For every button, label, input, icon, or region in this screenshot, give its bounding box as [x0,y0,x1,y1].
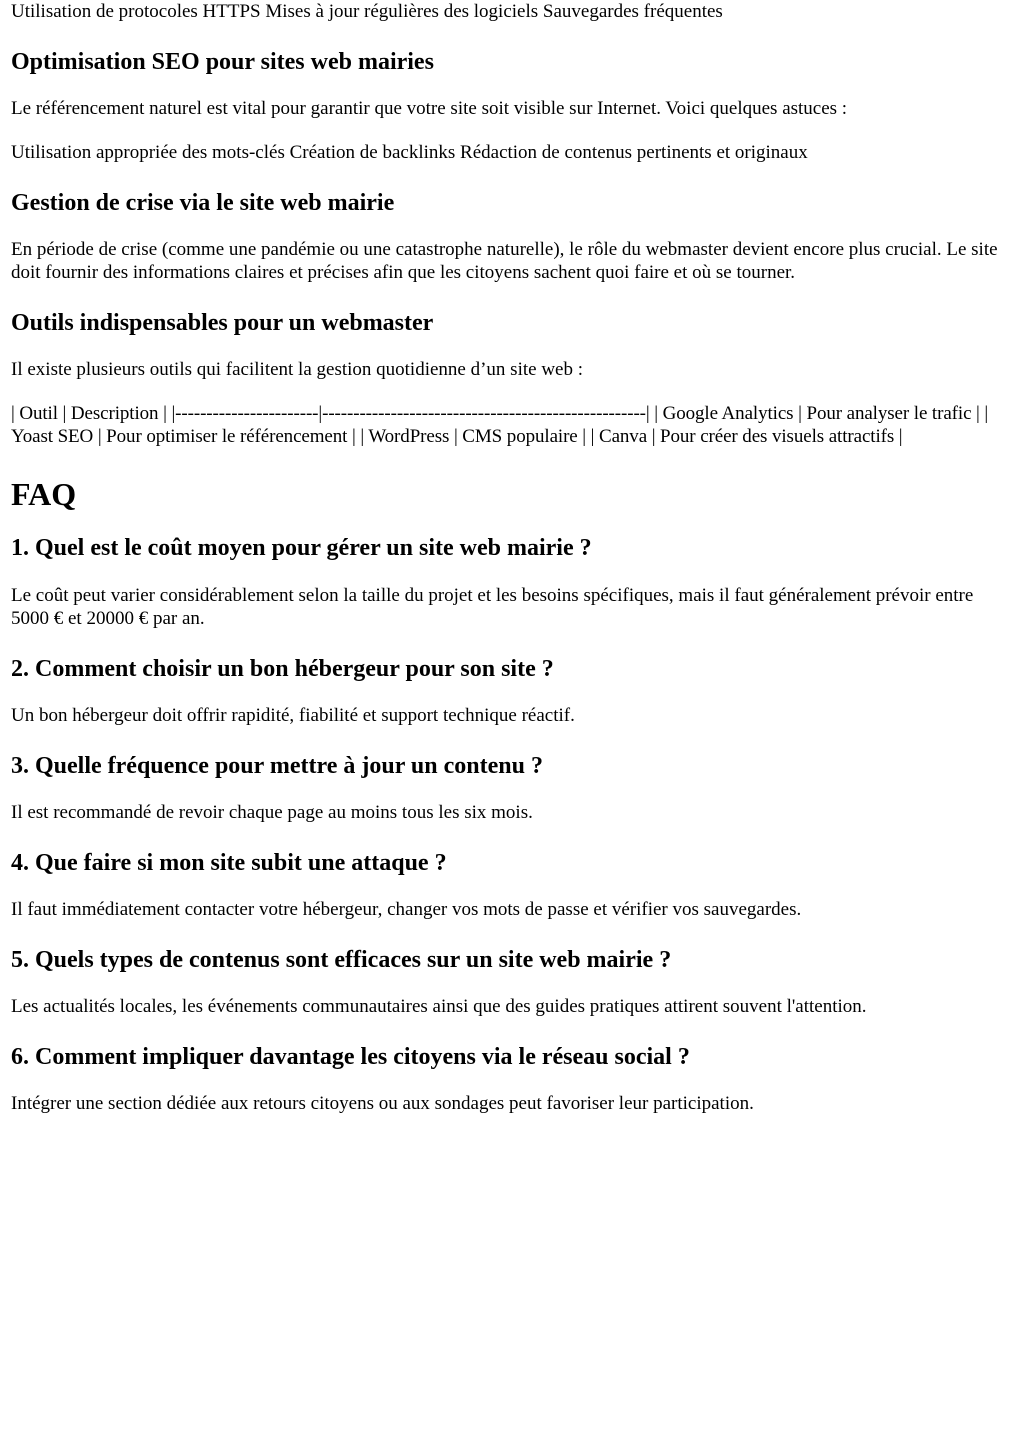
tools-table-text: | Outil | Description | |-----------------------|----------------------------------------------------| | Google Analytics | Pour analyser le trafic | | Yoast SEO | Pour optimiser le référencement | | WordPress | CMS populaire | | Canva | Pour créer des visuels attractifs | [11,403,989,447]
faq-question: 1. Quel est le coût moyen pour gérer un site web mairie ? [11,535,592,561]
faq-answer: Il faut immédiatement contacter votre hébergeur, changer vos mots de passe et vérifier vos sauvegardes. [11,899,802,920]
faq-answer: Le coût peut varier considérablement selon la taille du projet et les besoins spécifiques, mais il faut généralement prévoir entre 5000 € et 20000 € par an. [11,585,974,629]
security-list-text: Utilisation de protocoles HTTPS Mises à jour régulières des logiciels Sauvegardes fréquentes [11,1,723,22]
faq-question: 6. Comment impliquer davantage les citoyens via le réseau social ? [11,1044,690,1070]
tools-intro: Il existe plusieurs outils qui facilitent la gestion quotidienne d’un site web : [11,359,584,380]
crisis-heading: Gestion de crise via le site web mairie [11,190,395,216]
faq-title: FAQ [11,476,77,512]
seo-intro: Le référencement naturel est vital pour garantir que votre site soit visible sur Internet. Voici quelques astuces : [11,98,848,119]
seo-heading: Optimisation SEO pour sites web mairies [11,49,434,75]
faq-question: 4. Que faire si mon site subit une attaque ? [11,850,447,876]
faq-answer: Un bon hébergeur doit offrir rapidité, fiabilité et support technique réactif. [11,705,575,726]
faq-answer: Il est recommandé de revoir chaque page au moins tous les six mois. [11,802,533,823]
faq-question: 2. Comment choisir un bon hébergeur pour son site ? [11,656,554,682]
faq-answer: Intégrer une section dédiée aux retours citoyens ou aux sondages peut favoriser leur participation. [11,1093,754,1114]
crisis-text: En période de crise (comme une pandémie ou une catastrophe naturelle), le rôle du webmaster devient encore plus crucial. Le site doit fournir des informations claires et précises afin que les citoyens sachent quoi faire et où se tourner. [11,239,998,283]
faq-answer: Les actualités locales, les événements communautaires ainsi que des guides pratiques attirent souvent l'attention. [11,996,867,1017]
faq-question: 5. Quels types de contenus sont efficaces sur un site web mairie ? [11,947,672,973]
tools-heading: Outils indispensables pour un webmaster [11,310,434,336]
seo-list-text: Utilisation appropriée des mots-clés Création de backlinks Rédaction de contenus pertinents et originaux [11,142,808,163]
faq-question: 3. Quelle fréquence pour mettre à jour un contenu ? [11,753,543,779]
